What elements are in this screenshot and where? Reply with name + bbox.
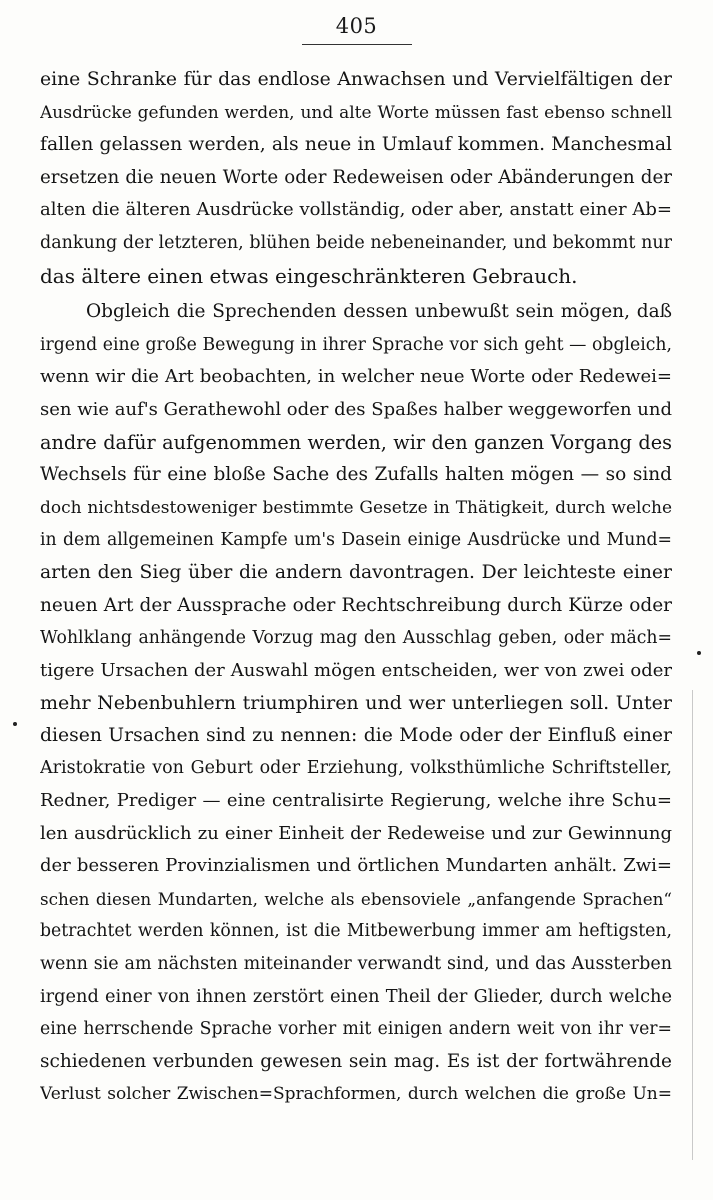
text-line: irgend einer von ihnen zerstört einen Theil der Glieder, durch welche [40,986,672,1007]
text-line: der besseren Provinzialismen und örtlichen Mundarten anhält. Zwi= [40,855,672,877]
text-line: eine Schranke für das endlose Anwachsen und Vervielfältigen der [40,69,672,90]
text-line: wenn wir die Art beobachten, in welcher neue Worte oder Redewei= [40,366,672,388]
text-line: tigere Ursachen der Auswahl mögen entscheiden, wer von zwei oder [40,659,672,681]
text-line: Verlust solcher Zwischen=Sprachformen, durch welchen die große Un= [40,1084,672,1105]
text-line: neuen Art der Aussprache oder Rechtschreibung durch Kürze oder [40,594,672,616]
text-line: eine herrschende Sprache vorher mit einigen andern weit von ihr ver= [40,1019,672,1040]
paragraph-1 [40,64,672,292]
header-rule [302,44,412,45]
text-line: Wohlklang anhängende Vorzug mag den Ausschlag geben, oder mäch= [40,628,672,649]
text-line: sen wie auf's Gerathewohl oder des Spaßes halber weggeworfen und [40,398,672,420]
text-line: fallen gelassen werden, als neue in Umlauf kommen. Manchesmal [40,134,672,156]
text-line: Redner, Prediger — eine centralisirte Regierung, welche ihre Schu= [40,790,672,812]
text-line: alten die älteren Ausdrücke vollständig, oder aber, anstatt einer Ab= [40,199,672,221]
text-line: Aristokratie von Geburt oder Erziehung, volksthümliche Schriftsteller, [40,758,672,779]
text-line: len ausdrücklich zu einer Einheit der Redeweise und zur Gewinnung [40,822,672,844]
text-line: betrachtet werden können, ist die Mitbewerbung immer am heftigsten, [40,921,672,942]
text-line: Wechsels für eine bloße Sache des Zufalls halten mögen — so sind [40,464,672,486]
text-line: wenn sie am nächsten miteinander verwandt sind, und das Aussterben [40,954,672,975]
text-line: mehr Nebenbuhlern triumphiren und wer unterliegen soll. Unter [40,692,672,715]
ink-speck [697,651,701,655]
text-line: schiedenen verbunden gewesen sein mag. Es ist der fortwährende [40,1050,672,1072]
ink-speck [13,722,17,726]
text-line: irgend eine große Bewegung in ihrer Sprache vor sich geht — obgleich, [40,334,672,355]
text-line: ersetzen die neuen Worte oder Redeweisen oder Abänderungen der [40,166,672,188]
text-line: schen diesen Mundarten, welche als ebensoviele „anfangende Sprachen“ [40,888,672,909]
text-line: doch nichtsdestoweniger bestimmte Gesetze in Thätigkeit, durch welche [40,497,672,518]
text-line: in dem allgemeinen Kampfe um's Dasein einige Ausdrücke und Mund= [40,530,672,551]
text-line: dankung der letzteren, blühen beide nebeneinander, und bekommt nur [40,232,672,253]
text-line: Ausdrücke gefunden werden, und alte Worte müssen fast ebenso schnell [40,102,672,123]
text-line: arten den Sieg über die andern davontragen. Der leichteste einer [40,561,672,583]
text-line: andre dafür aufgenommen werden, wir den ganzen Vorgang des [40,430,672,454]
paragraph-2 [40,296,672,1111]
text-line: das ältere einen etwas eingeschränkteren Gebrauch. [40,263,578,288]
page-edge-rule [692,690,693,1160]
text-line: Obgleich die Sprechenden dessen unbewußt sein mögen, daß [86,301,672,323]
text-line: diesen Ursachen sind zu nennen: die Mode oder der Einfluß einer [40,724,672,746]
body-text [40,64,672,1111]
page-number: 405 [335,14,378,38]
